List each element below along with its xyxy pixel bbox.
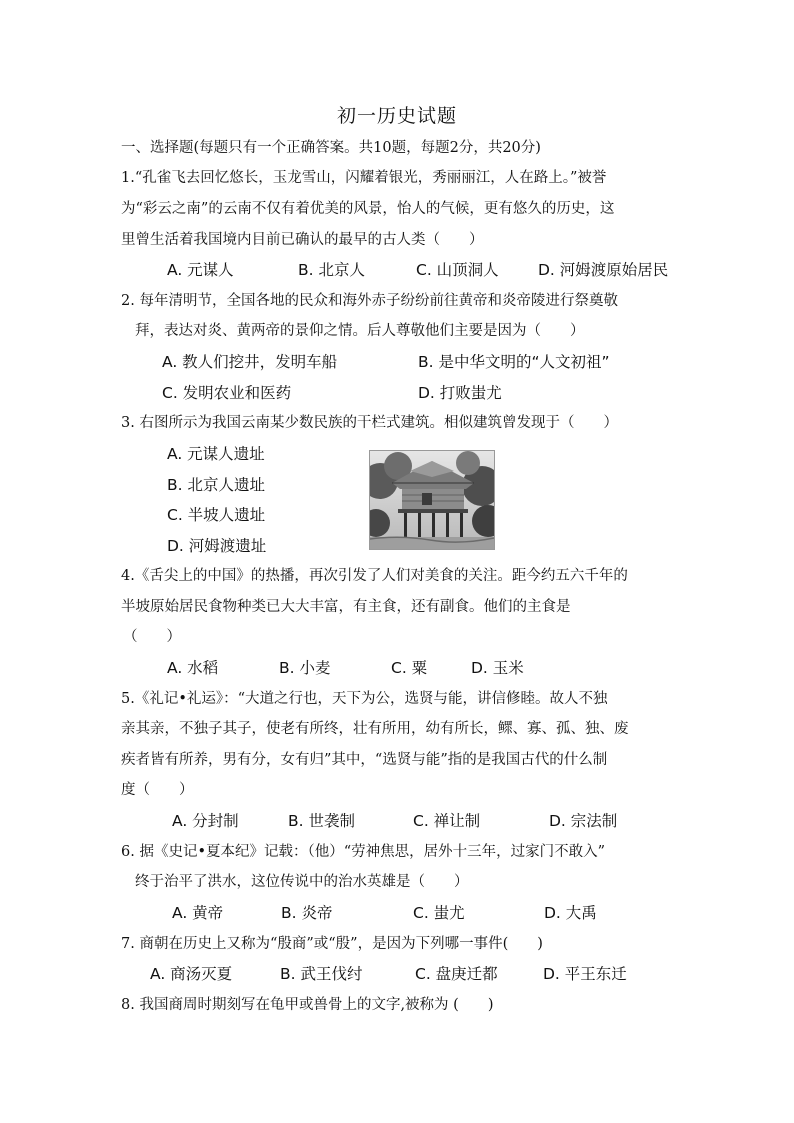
q3-option-a: A. 元谋人遗址 — [167, 445, 265, 463]
q2-text-line-2: 拜，表达对炎、黄两帝的景仰之情。后人尊敬他们主要是因为（ ） — [135, 323, 585, 339]
q1-option-a: A. 元谋人 — [167, 261, 234, 279]
q6-option-b: B. 炎帝 — [281, 904, 333, 922]
q3-text-line-1: 3. 右图所示为我国云南某少数民族的干栏式建筑。相似建筑曾发现于（ ） — [121, 415, 618, 431]
q6-text-line-1: 6. 据《史记•夏本纪》记载：（他）“劳神焦思，居外十三年，过家门不敢入” — [121, 844, 606, 860]
q5-text-line-4: 度（ ） — [121, 782, 194, 798]
q6-option-d: D. 大禹 — [544, 904, 597, 922]
q2-text-line-1: 2. 每年清明节，全国各地的民众和海外赤子纷纷前往黄帝和炎帝陵进行祭奠敬 — [121, 293, 618, 309]
q5-option-b: B. 世袭制 — [288, 812, 355, 830]
q4-text-line-1: 4.《舌尖上的中国》的热播，再次引发了人们对美食的关注。距今约五六千年的 — [121, 568, 628, 584]
q4-text-line-2: 半坡原始居民食物种类已大大丰富，有主食，还有副食。他们的主食是 — [121, 599, 571, 615]
q4-option-a: A. 水稻 — [167, 659, 219, 677]
q6-option-c: C. 蚩尤 — [413, 904, 465, 922]
section-heading: 一、选择题(每题只有一个正确答案。共10题，每题2分，共20分) — [121, 140, 541, 156]
q7-option-d: D. 平王东迁 — [543, 965, 627, 983]
q6-option-a: A. 黄帝 — [172, 904, 224, 922]
q4-option-c: C. 粟 — [391, 659, 428, 677]
q8-text-line-1: 8. 我国商周时期刻写在龟甲或兽骨上的文字,被称为 ( ) — [121, 997, 494, 1013]
q3-option-d: D. 河姆渡遗址 — [167, 537, 267, 555]
q5-option-a: A. 分封制 — [172, 812, 239, 830]
q5-text-line-2: 亲其亲，不独子其子，使老有所终，壮有所用，幼有所长，鳏、寡、孤、独、废 — [121, 721, 629, 737]
q1-option-b: B. 北京人 — [298, 261, 365, 279]
q2-option-d: D. 打败蚩尤 — [418, 384, 502, 402]
q1-text-line-3: 里曾生活着我国境内目前已确认的最早的古人类（ ） — [121, 232, 484, 248]
q4-option-b: B. 小麦 — [279, 659, 331, 677]
q5-text-line-1: 5.《礼记•礼运》：“大道之行也，天下为公，选贤与能，讲信修睦。故人不独 — [121, 691, 608, 707]
q6-text-line-2: 终于治平了洪水，这位传说中的治水英雄是（ ） — [135, 874, 469, 890]
q1-text-line-2: 为“彩云之南”的云南不仅有着优美的风景，怡人的气候，更有悠久的历史，这 — [121, 201, 615, 217]
q1-option-c: C. 山顶洞人 — [416, 261, 499, 279]
q5-text-line-3: 疾者皆有所养，男有分，女有归”其中，“选贤与能”指的是我国古代的什么制 — [121, 752, 608, 768]
q7-option-b: B. 武王伐纣 — [280, 965, 363, 983]
q1-option-d: D. 河姆渡原始居民 — [538, 261, 669, 279]
q4-text-line-3: （ ） — [123, 629, 181, 645]
q3-option-c: C. 半坡人遗址 — [167, 506, 266, 524]
q7-option-c: C. 盘庚迁都 — [415, 965, 498, 983]
q4-option-d: D. 玉米 — [471, 659, 524, 677]
q1-text-line-1: 1.“孔雀飞去回忆悠长，玉龙雪山，闪耀着银光，秀丽丽江，人在路上。”被誉 — [121, 170, 607, 186]
q7-text-line-1: 7. 商朝在历史上又称为“殷商”或“殷”，是因为下列哪一事件( ) — [121, 936, 543, 952]
q7-option-a: A. 商汤灭夏 — [150, 965, 233, 983]
q2-option-b: B. 是中华文明的“人文初祖” — [418, 353, 610, 371]
q5-option-c: C. 禅让制 — [413, 812, 481, 830]
q2-option-c: C. 发明农业和医药 — [162, 384, 292, 402]
q5-option-d: D. 宗法制 — [549, 812, 618, 830]
stilt-house-photo — [369, 450, 495, 550]
q3-option-b: B. 北京人遗址 — [167, 476, 265, 494]
q2-option-a: A. 教人们挖井，发明车船 — [162, 353, 338, 371]
page-title: 初一历史试题 — [336, 105, 457, 127]
